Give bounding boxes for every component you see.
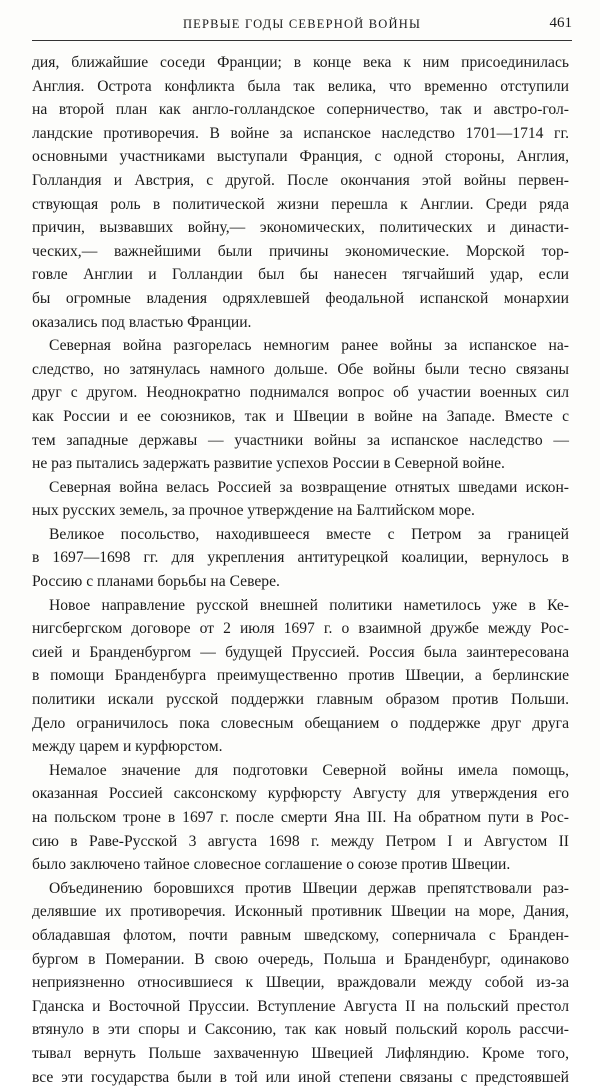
text-line: ческих,— важнейшими были причины экономические. Морской тор- [32,242,569,260]
text-line: неприязненно относившиеся к Швеции, враждовали между собой из-за [32,974,569,992]
text-line: тывал вернуть Польше захваченную Швецией Лифляндию. Кроме того, [32,1044,569,1062]
text-line: оказались под властью Франции. [32,313,252,331]
text-line: обладавшая флотом, почти равным шведскому, соперничала с Бранден- [32,926,569,944]
text-line: тем западные державы — участники войны за испанское наследство — [32,431,569,449]
text-line: между царем и курфюрстом. [32,738,223,756]
text-line: на второй план как англо-голландское соперничество, так и австро-гол- [32,101,569,119]
text-line: не раз пытались задержать развитие успехов России в Северной войне. [32,455,505,473]
text-line: ных русских земель, за прочное утверждение на Балтийском море. [32,502,475,520]
text-line: нигсбергском договоре от 2 июля 1697 г. о взаимной дружбе между Рос- [32,620,569,638]
text-line: бургом в Померании. В свою очередь, Польша и Бранденбург, одинаково [32,950,569,968]
text-line: втянуло в эти споры и Саксонию, так как новый польский король рассчи- [32,1021,569,1039]
text-line: друг с другом. Неоднократно поднимался вопрос об участии военных сил [32,384,569,402]
text-line: как России и ее союзников, так и Швеции в войне на Западе. Вместе с [32,407,569,425]
text-line: Россию с планами борьбы на Севере. [32,573,280,591]
text-line: Великое посольство, находившееся вместе с Петром за границей [49,525,569,543]
text-line: политики искали русской поддержки главным образом против Польши. [32,691,569,709]
running-head: ПЕРВЫЕ ГОДЫ СЕВЕРНОЙ ВОЙНЫ [182,17,422,31]
text-line: Гданска и Восточной Пруссии. Вступление Августа II на польский престол [32,997,569,1015]
text-line: в помощи Бранденбурга преимущественно против Швеции, а берлинские [32,667,569,685]
text-line: все эти государства были в той или иной степени связаны с предстоявшей [32,1068,569,1086]
text-line: Северная война велась Россией за возвращение отнятых шведами искон- [49,478,569,496]
text-line: оказанная Россией саксонскому курфюрсту Августу для утверждения его [32,785,569,803]
text-line: бы огромные владения одряхлевшей феодальной испанской монархии [32,289,569,307]
page-header [32,14,572,41]
text-line: Северная война разгорелась немногим ранее войны за испанское на- [49,337,569,355]
text-line: Англия. Острота конфликта была так велика, что временно отступили [32,77,569,95]
text-line: Дело ограничилось пока словесным обещанием о поддержке друг друга [32,714,569,732]
page-number: 461 [549,15,572,31]
body-text [32,51,569,1089]
text-line: в 1697—1698 гг. для укрепления антитурецкой коалиции, вернулось в [32,549,569,567]
text-line: Немалое значение для подготовки Северной войны имела помощь, [49,761,569,779]
text-line: сией и Бранденбургом — будущей Пруссией. Россия была заинтересована [32,643,569,661]
text-line: Новое направление русской внешней политики наметилось уже в Ке- [49,596,569,614]
text-line: ствующая роль в политической жизни перешла к Англии. Среди ряда [32,195,569,213]
text-line: причин, вызвавших войну,— экономических, политических и династи- [32,219,569,237]
text-line: было заключено тайное словесное соглашение о союзе против Швеции. [32,856,511,874]
text-line: Голландия и Австрия, с другой. После окончания этой войны первен- [32,171,569,189]
text-line: основными участниками выступали Франция, с одной стороны, Англия, [32,148,569,166]
text-line: говле Англии и Голландии был бы нанесен тягчайший удар, если [32,266,569,284]
text-line: следство, но затянулась намного дольше. Обе войны были тесно связаны [32,360,569,378]
text-line: на польском троне в 1697 г. после смерти Яна III. На обратном пути в Рос- [32,809,569,826]
text-line: Объединению боровшихся против Швеции держав препятствовали раз- [49,879,569,897]
text-line: сию в Раве-Русской 3 августа 1698 г. между Петром I и Августом II [32,832,569,850]
text-line: дия, ближайшие соседи Франции; в конце века к ним присоединилась [32,54,569,71]
text-line: ландские противоречия. В войне за испанское наследство 1701—1714 гг. [32,124,569,142]
text-line: делявшие их противоречия. Исконный противник Швеции на море, Дания, [32,903,569,921]
